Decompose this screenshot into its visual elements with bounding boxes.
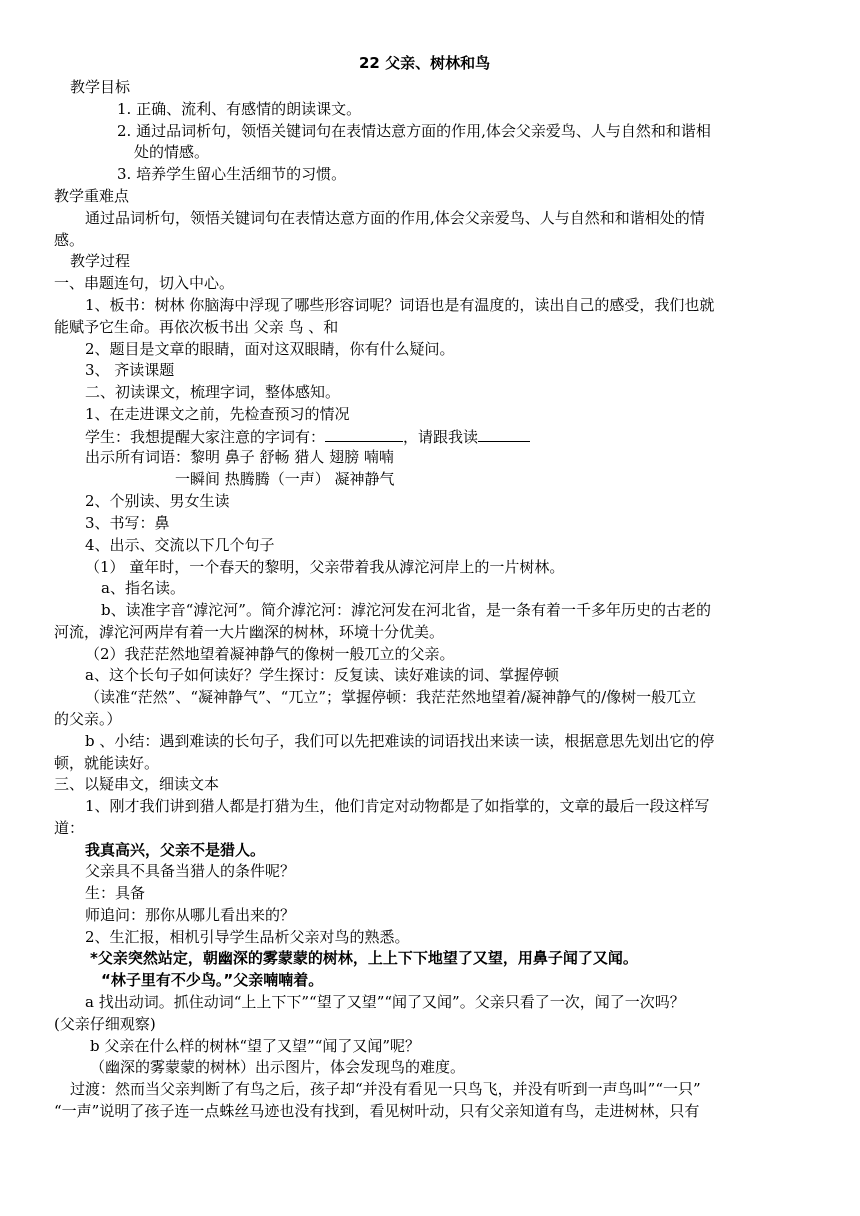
document-title: 22 父亲、树林和鸟: [359, 54, 491, 72]
body-line: （2）我茫茫然地望着凝神静气的像树一般兀立的父亲。: [85, 645, 455, 663]
bold-quote: “林子里有不少鸟。”父亲喃喃着。: [101, 971, 324, 989]
process-heading: 教学过程: [70, 252, 131, 270]
key-text-line: 通过品词析句，领悟关键词句在表情达意方面的作用,体会父亲爱鸟、人与自然和和谐相处的情: [85, 209, 705, 227]
words-line: 一瞬间 热腾腾（一声） 凝神静气: [175, 470, 395, 488]
goal-item: 3. 培养学生留心生活细节的习惯。: [117, 165, 347, 183]
student-middle: ，请跟我读: [403, 428, 479, 446]
body-line: 能赋予它生命。再依次板书出 父亲 鸟 、和: [54, 318, 339, 336]
body-line: (父亲仔细观察): [54, 1015, 156, 1033]
body-line: 三、以疑串文，细读文本: [54, 775, 220, 793]
body-line: 2、生汇报，相机引导学生品析父亲对鸟的熟悉。: [85, 928, 410, 946]
body-line: 父亲具不具备当猎人的条件呢？: [85, 862, 296, 880]
student-prefix: 学生：我想提醒大家注意的字词有：: [85, 428, 326, 446]
goals-heading: 教学目标: [70, 78, 131, 96]
body-line: 4、出示、交流以下几个句子: [85, 536, 275, 554]
body-line: 河流，滹沱河两岸有着一大片幽深的树林，环境十分优美。: [54, 623, 445, 641]
body-line: 顿，就能读好。: [54, 754, 160, 772]
body-line: 3、书写：鼻: [85, 514, 170, 532]
body-line: a 找出动词。抓住动词“上上下下”“望了又望”“闻了又闻”。父亲只看了一次，闻了一次吗？: [85, 993, 685, 1011]
goal-item: 1. 正确、流利、有感情的朗读课文。: [117, 100, 362, 118]
body-line: （1） 童年时，一个春天的黎明，父亲带着我从滹沱河岸上的一片树林。: [85, 558, 565, 576]
body-line: 3、 齐读课题: [85, 361, 175, 379]
body-line: （读准“茫然”、“凝神静气”、“兀立”；掌握停顿：我茫茫然地望着/凝神静气的/像树一般兀立: [85, 688, 697, 706]
body-line: 师追问：那你从哪儿看出来的？: [85, 906, 296, 924]
body-line: 2、题目是文章的眼睛，面对这双眼睛，你有什么疑问。: [85, 340, 455, 358]
key-heading: 教学重难点: [54, 187, 130, 205]
body-line: 生：具备: [85, 884, 146, 902]
goal-item: 2. 通过品词析句，领悟关键词句在表情达意方面的作用,体会父亲爱鸟、人与自然和和谐相: [117, 122, 711, 140]
fill-blank: [478, 425, 530, 442]
key-text-line: 感。: [54, 231, 85, 249]
body-line: b、读准字音“滹沱河”。简介滹沱河：滹沱河发在河北省，是一条有着一千多年历史的古老的: [101, 601, 711, 619]
body-line: “一声”说明了孩子连一点蛛丝马迹也没有找到，看见树叶动，只有父亲知道有鸟，走进树林，只有: [54, 1102, 700, 1120]
body-line: 一、串题连句，切入中心。: [54, 274, 235, 292]
fill-blank: [325, 425, 403, 442]
student-line: [85, 425, 530, 448]
body-line: 二、初读课文，梳理字词，整体感知。: [85, 383, 341, 401]
body-line: a、指名读。: [101, 579, 185, 597]
bold-quote: *父亲突然站定，朝幽深的雾蒙蒙的树林，上上下下地望了又望，用鼻子闻了又闻。: [90, 949, 638, 967]
bold-quote: 我真高兴，父亲不是猎人。: [85, 841, 266, 859]
body-line: 1、板书：树林 你脑海中浮现了哪些形容词呢？词语也是有温度的，读出自己的感受，我们也就: [85, 296, 715, 314]
words-line: 出示所有词语：黎明 鼻子 舒畅 猎人 翅膀 喃喃: [85, 448, 394, 466]
goal-item: 处的情感。: [134, 143, 210, 161]
body-line: 过渡：然而当父亲判断了有鸟之后，孩子却“并没有看见一只鸟飞，并没有听到一声鸟叫”“一只”: [70, 1080, 701, 1098]
body-line: 道：: [54, 819, 85, 837]
body-line: 的父亲。）: [54, 710, 122, 728]
body-line: a、这个长句子如何读好？学生探讨：反复读、读好难读的词、掌握停顿: [85, 666, 559, 684]
body-line: 1、在走进课文之前，先检查预习的情况: [85, 405, 350, 423]
body-line: 2、个别读、男女生读: [85, 492, 230, 510]
body-line: b 、小结：遇到难读的长句子，我们可以先把难读的词语找出来读一读，根据意思先划出它的停: [85, 732, 715, 750]
body-line: b 父亲在什么样的树林“望了又望”“闻了又闻”呢？: [90, 1037, 421, 1055]
body-line: （幽深的雾蒙蒙的树林）出示图片，体会发现鸟的难度。: [90, 1058, 466, 1076]
body-line: 1、刚才我们讲到猎人都是打猎为生，他们肯定对动物都是了如指掌的，文章的最后一段这样写: [85, 797, 710, 815]
